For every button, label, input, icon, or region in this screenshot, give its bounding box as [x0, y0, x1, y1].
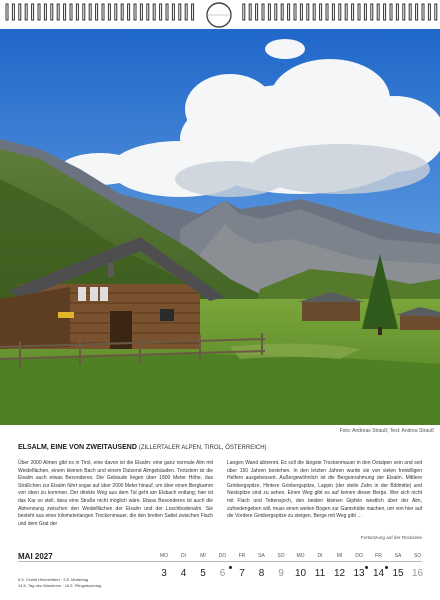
binding-coil — [377, 4, 379, 20]
binding-coil — [352, 4, 354, 20]
binding-coil — [268, 4, 270, 20]
binding-coil — [64, 4, 66, 20]
binding-coil — [403, 4, 405, 20]
article-title — [18, 444, 267, 451]
binding-coil — [70, 4, 72, 20]
weekday-label: FR — [238, 553, 246, 559]
day-number: 7 — [239, 568, 245, 579]
binding-coil — [339, 4, 341, 20]
month-label: MAI 2027 — [18, 552, 53, 561]
binding-coil — [32, 4, 34, 20]
binding-coil — [147, 4, 149, 20]
binding-coil — [192, 4, 194, 20]
article-location: (ZILLERTALER ALPEN, TIROL, ÖSTERREICH) — [138, 445, 267, 451]
binding-coil — [89, 4, 91, 20]
binding-coil — [358, 4, 360, 20]
binding-coil — [288, 4, 290, 20]
binding-coil — [249, 4, 251, 20]
day-number: 10 — [294, 568, 307, 579]
weekday-label: FR — [375, 553, 382, 559]
binding-coil — [256, 4, 258, 20]
binding-coil — [390, 4, 392, 20]
photo-credit: Foto: Andreas Strauß; Text: Andrea Strauß — [339, 428, 434, 434]
binding-coil — [25, 4, 27, 20]
binding-coil — [313, 4, 315, 20]
day-number: 6 — [219, 568, 226, 579]
article-title-main: ELSALM, EINE VON ZWEITAUSEND — [18, 444, 137, 451]
weekday-label: SO — [277, 553, 285, 559]
binding-coil — [416, 4, 418, 20]
binding-coil — [140, 4, 142, 20]
weekday-label: DI — [317, 553, 323, 559]
binding-coil — [57, 4, 59, 20]
binding-coil — [185, 4, 187, 20]
binding-coil — [153, 4, 155, 20]
binding-coil — [300, 4, 302, 20]
day-number: 4 — [180, 568, 187, 579]
binding-coil — [51, 4, 53, 20]
binding-coil — [76, 4, 78, 20]
binding-coil — [108, 4, 110, 20]
binding-coil — [6, 4, 8, 20]
binding-coil — [409, 4, 411, 20]
day-number: 16 — [411, 568, 424, 579]
day-number: 11 — [314, 568, 326, 579]
binding-coil — [326, 4, 328, 20]
binding-coil — [396, 4, 398, 20]
holiday-list — [18, 577, 158, 589]
binding-coil — [134, 4, 136, 20]
article-column-2: Langen Wand abtrennt. Es soll die längste Trockenmauer in den Ostalpen sein und seit über 150 Jahren bestehen. In den letzten Jahren wurde sie von vielen freiwilligen Helfern ausgebessert. Außergewöhnlich ist die Bergeinrahmung der Elsalm. Mittlere Grinbergspitze, Hintere Grinbergspitze, Lappin (der steile Zahn in der Bildmitte) und Nestspitze sind zu sehen. Einen Weg gibt es auf keinen dieser Berge. Wer sich nicht mit Flach und Tettensjoch, den beiden kleinen Gipfeln westlich über der Alm, zufriedengeben will, muss einen weiten Bogen zur Gamshütte machen, um von hier auf die Vordere Grinbergspitze zu steigen. Berge mit Weg gibt … — [227, 460, 422, 520]
day-number: 13 — [353, 568, 365, 579]
binding-coil — [179, 4, 181, 20]
weekday-label: SO — [413, 553, 422, 559]
binding-coil — [44, 4, 46, 20]
calendar-strip — [18, 550, 422, 594]
binding-coil — [128, 4, 130, 20]
calendar-hanger-icon — [203, 1, 235, 29]
binding-coil — [307, 4, 309, 20]
binding-coil — [281, 4, 283, 20]
calendar-divider — [18, 561, 422, 562]
binding-coil — [115, 4, 117, 20]
binding-coil — [83, 4, 85, 20]
continued-note: Fortsetzung auf der Rückseite — [360, 535, 422, 540]
binding-coil — [384, 4, 386, 20]
day-number: 15 — [392, 568, 404, 579]
binding-coil — [275, 4, 277, 20]
holiday-line: 6.5. Christi Himmelfahrt · 9.5. Muttertag — [18, 577, 89, 582]
day-number: 9 — [278, 568, 284, 579]
binding-coil — [121, 4, 123, 20]
binding-coil — [262, 4, 264, 20]
holiday-line: 14.5. Tag des Wanderns · 16.5. Pfingstsonntag — [18, 583, 102, 588]
binding-coil — [160, 4, 162, 20]
binding-coil — [332, 4, 334, 20]
landscape-photo — [0, 29, 440, 425]
weekday-label: DI — [181, 553, 186, 559]
weekday-label: MI — [336, 553, 343, 559]
weekday-label: DO — [218, 553, 227, 559]
binding-coil — [428, 4, 430, 20]
day-number: 5 — [200, 568, 206, 579]
weekday-label: MO — [159, 553, 169, 559]
binding-coil — [19, 4, 21, 20]
binding-coil — [422, 4, 424, 20]
binding-coil — [12, 4, 14, 20]
binding-coil — [294, 4, 296, 20]
binding-coil — [345, 4, 347, 20]
weekday-label: SA — [258, 553, 265, 559]
binding-coil — [172, 4, 174, 20]
article-column-1: Über 2000 Almen gibt es in Tirol, eine davon ist die Elsalm: eine ganz normale Alm mit Weideflächen, einem kleinen Bach und einem Dutzend Almgebäuden. Trotzdem ist die Elsalm auch etwas Besonderes. Die Gebäude liegen über 1800 Meter Höhe, das Sträßchen zur Elsalm führt sogar auf über 2000 Meter hinauf, um über einen Bergkamm von oben zu kommen. Der direkte Weg aus dem Tal geht am Elsbach entlang; hier ist das Kar so steil, dass eine Straße nicht möglich wäre. Etwas Besonderes ist auch die Abtrennung zwischen den Weideflächen der Elsalm und der Loschbodenalm. Sie besteht aus einer kilometerlangen Trockenmauer, die den breiten Sattel zwischen Flach und dem Grat der — [18, 460, 213, 527]
binding-coil — [364, 4, 366, 20]
day-number: 3 — [161, 568, 167, 579]
binding-coil — [102, 4, 104, 20]
binding-coil — [96, 4, 98, 20]
binding-coil — [371, 4, 373, 20]
binding-coil — [166, 4, 168, 20]
weekday-label: DO — [355, 553, 363, 559]
day-number: 14 — [372, 568, 385, 579]
day-number: 12 — [333, 568, 346, 579]
binding-coil — [320, 4, 322, 20]
weekday-label: SA — [394, 553, 402, 559]
day-number: 8 — [258, 568, 265, 579]
weekday-label: MO — [296, 553, 305, 559]
binding-coil — [435, 4, 437, 20]
weekday-label: MI — [200, 553, 206, 559]
binding-coil — [243, 4, 245, 20]
binding-coil — [38, 4, 40, 20]
article-body — [18, 460, 422, 528]
